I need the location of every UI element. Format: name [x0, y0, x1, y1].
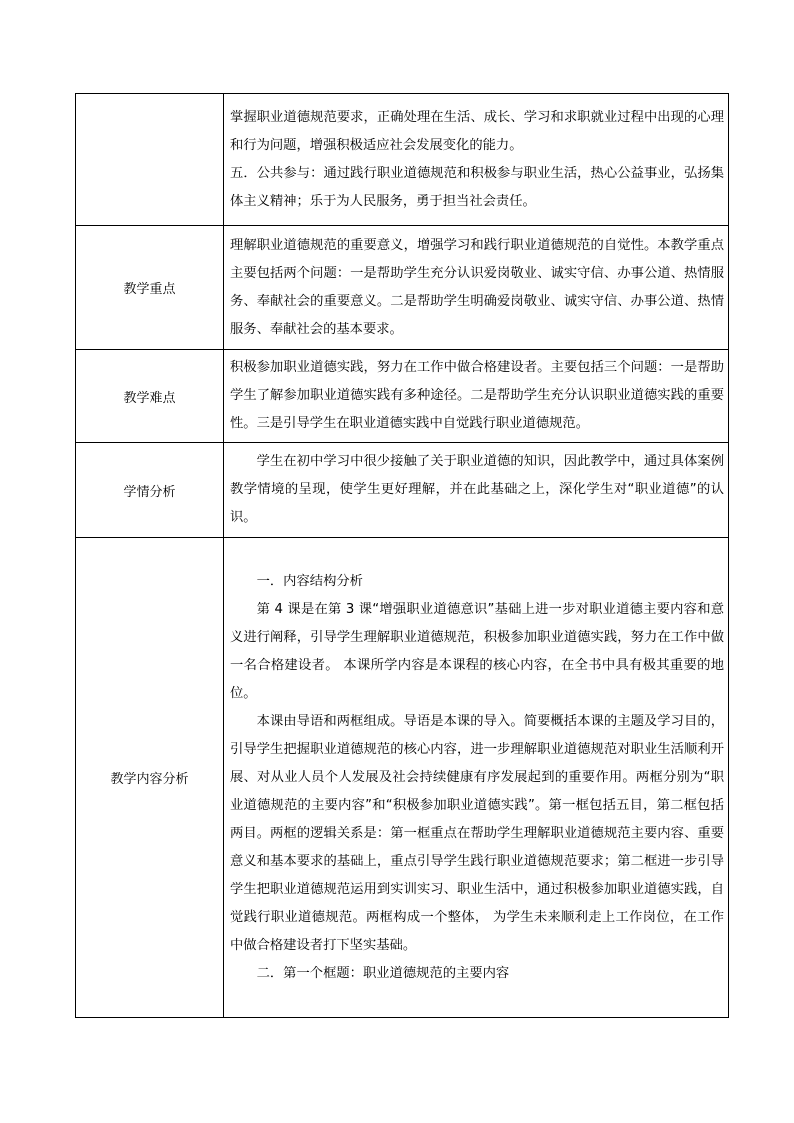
row-label: [76, 94, 224, 226]
table-row: [76, 226, 729, 350]
paragraph: 学生在初中学习中很少接触了关于职业道德的知识，因此教学中，通过具体案例教学情境的呈现，使学生更好理解，并在此基础之上，深化学生对“职业道德”的认识。: [230, 454, 724, 525]
row-content: [224, 226, 729, 350]
row-label-teaching-difficulty: 教学难点: [76, 350, 224, 443]
paragraph: 本课由导语和两框组成。导语是本课的导入。简要概括本课的主题及学习目的，引导学生把握职业道德规范的核心内容，进一步理解职业道德规范对职业生活顺利开展、对从业人员个人发展及社会持续健康有序发展起到的重要作用。两框分别为“职业道德规范的主要内容”和“积极参加职业道德实践”。第一框包括五目，第二框包括两目。两框的逻辑关系是：第一框重点在帮助学生理解职业道德规范主要内容、重要意义和基本要求的基础上，重点引导学生践行职业道德规范要求；第二框进一步引导学生把职业道德规范运用到实训实习、职业生活中，通过积极参加职业道德实践，自觉践行职业道德规范。两框构成一个整体， 为学生未来顺利走上工作岗位，在工作中做合格建设者打下坚实基础。: [230, 713, 724, 953]
paragraph: 理解职业道德规范的重要意义，增强学习和践行职业道德规范的自觉性。本教学重点主要包括两个问题：一是帮助学生充分认识爱岗敬业、诚实守信、办事公道、热情服务、奉献社会的重要意义。二是帮助学生明确爱岗敬业、诚实守信、办事公道、热情服务、奉献社会的基本要求。: [230, 237, 724, 337]
paragraph: 五．公共参与：通过践行职业道德规范和积极参与职业生活，热心公益事业，弘扬集体主义精神；乐于为人民服务，勇于担当社会责任。: [230, 165, 724, 209]
paragraph: 掌握职业道德规范要求，正确处理在生活、成长、学习和求职就业过程中出现的心理和行为问题，增强积极适应社会发展变化的能力。: [230, 109, 724, 153]
row-content: [224, 443, 729, 538]
table-row: [76, 443, 729, 538]
row-content: [224, 350, 729, 443]
lesson-plan-table: [75, 93, 729, 1018]
table-row: [76, 350, 729, 443]
table-row: [76, 94, 729, 226]
paragraph: 一．内容结构分析: [256, 573, 363, 589]
row-label-learner-analysis: 学情分析: [76, 443, 224, 538]
row-label-teaching-focus: 教学重点: [76, 226, 224, 350]
paragraph: 第 4 课是在第 3 课“增强职业道德意识”基础上进一步对职业道德主要内容和意义进行阐释，引导学生理解职业道德规范，积极参加职业道德实践，努力在工作中做一名合格建设者。 本课所学内容是本课程的核心内容，在全书中具有极其重要的地位。: [230, 601, 724, 701]
row-content: [224, 94, 729, 226]
table-row: [76, 538, 729, 1018]
row-content: [224, 538, 729, 1018]
paragraph: 积极参加职业道德实践，努力在工作中做合格建设者。主要包括三个问题：一是帮助学生了解参加职业道德实践有多种途径。二是帮助学生充分认识职业道德实践的重要性。三是引导学生在职业道德实践中自觉践行职业道德规范。: [230, 360, 724, 431]
paragraph: 二．第一个框题：职业道德规范的主要内容: [256, 965, 510, 981]
row-label-content-analysis: 教学内容分析: [76, 538, 224, 1018]
